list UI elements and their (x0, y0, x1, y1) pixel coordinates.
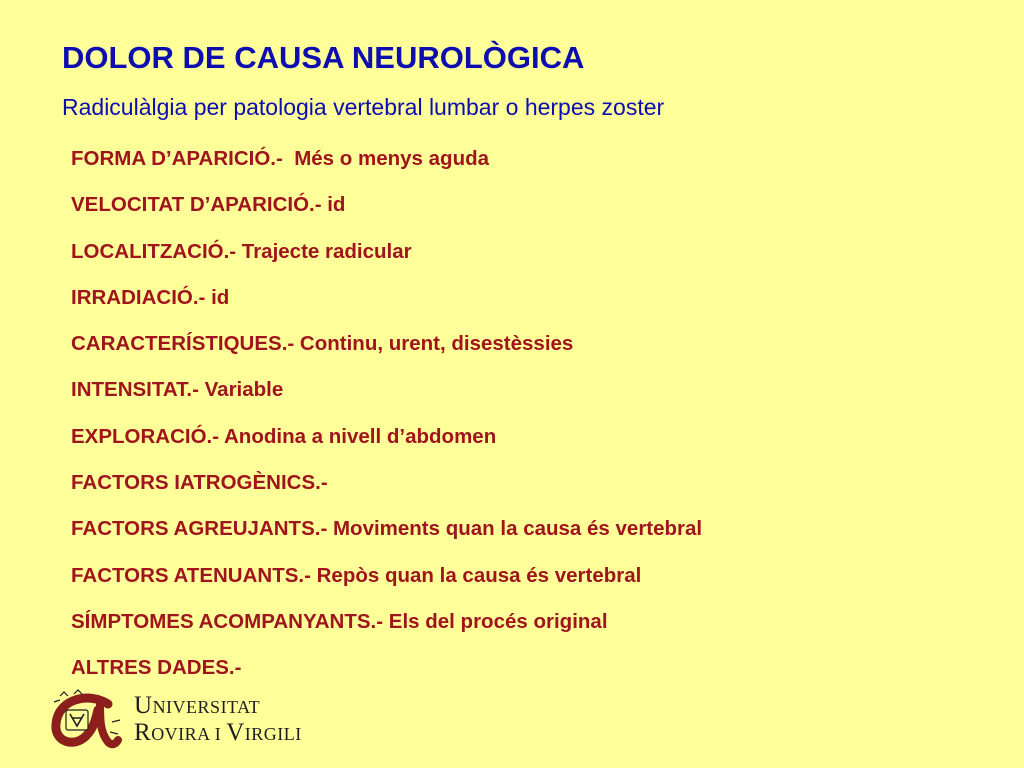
slide-title: DOLOR DE CAUSA NEUROLÒGICA (62, 40, 585, 75)
list-item-localitzacio: LOCALITZACIÓ.- Trajecte radicular (71, 239, 412, 263)
attribute-list (71, 145, 702, 701)
list-item-intensitat: INTENSITAT.- Variable (71, 378, 284, 402)
list-item-exploracio: EXPLORACIÓ.- Anodina a nivell d’abdomen (71, 424, 497, 448)
list-item-irradiacio: IRRADIACIÓ.- id (71, 285, 230, 309)
list-item-simptomes: SÍMPTOMES ACOMPANYANTS.- Els del procés original (71, 609, 608, 633)
university-logo (50, 688, 330, 754)
list-item-velocitat: VELOCITAT D’APARICIÓ.- id (71, 193, 346, 217)
list-item-forma: FORMA D’APARICIÓ.- Més o menys aguda (71, 147, 490, 170)
list-item-factors-iatrogenics: FACTORS IATROGÈNICS.- (71, 471, 328, 495)
list-item-factors-atenuants: FACTORS ATENUANTS.- Repòs quan la causa és vertebral (71, 563, 642, 587)
university-seal-icon (50, 688, 122, 750)
list-item-caracteristiques: CARACTERÍSTIQUES.- Continu, urent, disestèssies (71, 332, 574, 356)
slide-subtitle: Radiculàlgia per patologia vertebral lumbar o herpes zoster (62, 94, 665, 120)
list-item-factors-agreujants: FACTORS AGREUJANTS.- Moviments quan la causa és vertebral (71, 517, 703, 541)
list-item-altres-dades: ALTRES DADES.- (71, 656, 242, 680)
university-name-line-2: ROVIRA I VIRGILI (134, 719, 302, 746)
university-name (134, 693, 302, 747)
university-name-line-1: UNIVERSITAT (134, 692, 261, 719)
